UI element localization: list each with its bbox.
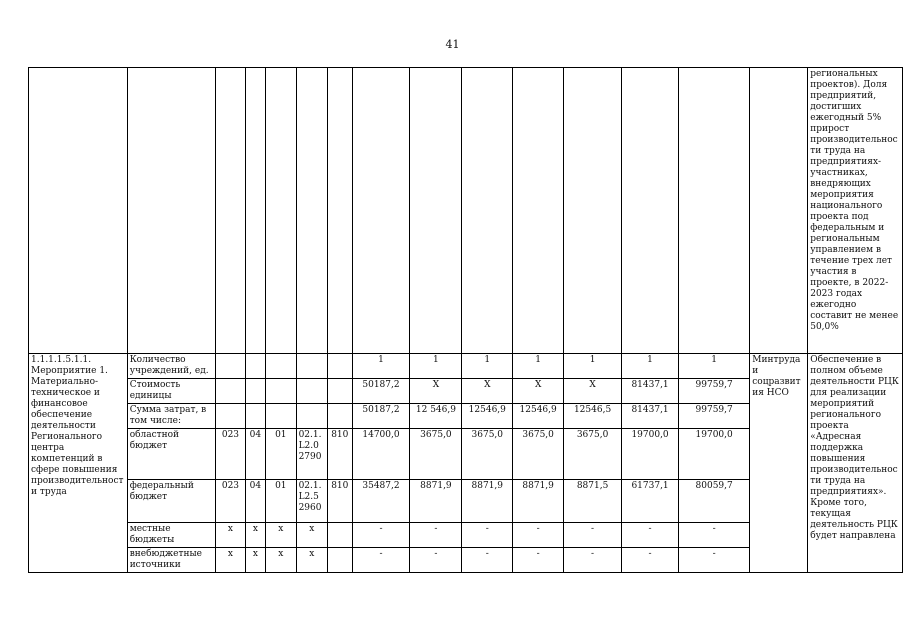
value-cell: 14700,0 — [352, 429, 410, 480]
value-cell: 8871,9 — [462, 480, 513, 523]
budget-table — [28, 67, 903, 573]
value-cell: 50187,2 — [352, 379, 410, 404]
csr-cell — [296, 379, 328, 404]
value-cell: 99759,7 — [679, 404, 750, 429]
vr-cell — [328, 354, 352, 379]
value-cell: 3675,0 — [564, 429, 622, 480]
value-cell: Х — [462, 379, 513, 404]
value-cell: - — [513, 548, 564, 573]
indicator-cell: федеральный бюджет — [127, 480, 216, 523]
value-cell: Х — [513, 379, 564, 404]
value-cell: - — [462, 548, 513, 573]
value-cell: - — [410, 523, 462, 548]
vr-cell: 810 — [328, 429, 352, 480]
grbs-cell: 023 — [216, 480, 246, 523]
grbs-cell: 023 — [216, 429, 246, 480]
csr-cell: х — [296, 523, 328, 548]
value-cell: 1 — [564, 354, 622, 379]
value-cell: 1 — [462, 354, 513, 379]
value-cell: 80059,7 — [679, 480, 750, 523]
value-cell: - — [564, 523, 622, 548]
pr-cell — [266, 354, 297, 379]
table-row — [29, 354, 903, 379]
value-cell: - — [352, 548, 410, 573]
value-cell: Х — [564, 379, 622, 404]
value-cell: 81437,1 — [622, 404, 679, 429]
value-cell: 1 — [410, 354, 462, 379]
value-cell: 12546,9 — [462, 404, 513, 429]
indicator-cell: Стоимость единицы — [127, 379, 216, 404]
grbs-cell — [216, 404, 246, 429]
indicator-cell: местные бюджеты — [127, 523, 216, 548]
value-cell: 1 — [352, 354, 410, 379]
grbs-cell: х — [216, 523, 246, 548]
pr-cell: х — [266, 523, 297, 548]
value-cell: 8871,9 — [513, 480, 564, 523]
value-cell: 1 — [513, 354, 564, 379]
rz-cell: х — [245, 548, 265, 573]
value-cell: 3675,0 — [410, 429, 462, 480]
value-cell: 8871,9 — [410, 480, 462, 523]
rz-cell — [245, 354, 265, 379]
value-cell: 12546,5 — [564, 404, 622, 429]
value-cell: 99759,7 — [679, 379, 750, 404]
grbs-cell: х — [216, 548, 246, 573]
vr-cell — [328, 548, 352, 573]
grbs-cell — [216, 379, 246, 404]
value-cell: 3675,0 — [462, 429, 513, 480]
table-row-continuation — [29, 68, 903, 354]
value-cell: 19700,0 — [679, 429, 750, 480]
rz-cell: 04 — [245, 480, 265, 523]
value-cell: - — [679, 548, 750, 573]
value-cell: 50187,2 — [352, 404, 410, 429]
indicator-cell: Количество учреждений, ед. — [127, 354, 216, 379]
value-cell: 35487,2 — [352, 480, 410, 523]
value-cell: 3675,0 — [513, 429, 564, 480]
value-cell: - — [462, 523, 513, 548]
value-cell: - — [352, 523, 410, 548]
pr-cell — [266, 404, 297, 429]
page-number: 41 — [445, 38, 460, 51]
result-cell-continued: региональных проектов). Доля предприятий, достигших ежегодный 5% прирост производительности труда на предприятиях-участниках, внедряющих мероприятия национального проекта под федеральным и региональным управлением в течение трех лет участия в проекте, в 2022-2023 годах ежегодно составит не менее 50,0% — [808, 68, 903, 354]
csr-cell: х — [296, 548, 328, 573]
vr-cell — [328, 523, 352, 548]
result-cell: Обеспечение в полном объеме деятельности РЦК для реализации мероприятий регионального проекта «Адресная поддержка повышения производительности труда на предприятиях». Кроме того, текущая деятельность РЦК будет направлена — [808, 354, 903, 573]
value-cell: 8871,5 — [564, 480, 622, 523]
vr-cell — [328, 379, 352, 404]
indicator-cell: Сумма затрат, в том числе: — [127, 404, 216, 429]
value-cell: Х — [410, 379, 462, 404]
csr-cell — [296, 354, 328, 379]
value-cell: 1 — [679, 354, 750, 379]
rz-cell — [245, 379, 265, 404]
value-cell: - — [410, 548, 462, 573]
value-cell: 12 546,9 — [410, 404, 462, 429]
indicator-cell: областной бюджет — [127, 429, 216, 480]
pr-cell: х — [266, 548, 297, 573]
csr-cell — [296, 404, 328, 429]
vr-cell: 810 — [328, 480, 352, 523]
value-cell: - — [622, 548, 679, 573]
indicator-cell: внебюджетные источники — [127, 548, 216, 573]
rz-cell: 04 — [245, 429, 265, 480]
value-cell: 12546,9 — [513, 404, 564, 429]
csr-cell: 02.1. L2.0 2790 — [296, 429, 328, 480]
pr-cell: 01 — [266, 480, 297, 523]
executor-cell: Минтруда и соцразвития НСО — [750, 354, 808, 573]
value-cell: - — [622, 523, 679, 548]
value-cell: - — [513, 523, 564, 548]
value-cell: - — [679, 523, 750, 548]
activity-name-cell: 1.1.1.1.5.1.1. Мероприятие 1. Материально-техническое и финансовое обеспечение деятельности Регионального центра компетенций в сфере повышения производительности труда — [29, 354, 128, 573]
value-cell: 1 — [622, 354, 679, 379]
csr-cell: 02.1. L2.5 2960 — [296, 480, 328, 523]
rz-cell: х — [245, 523, 265, 548]
value-cell: 81437,1 — [622, 379, 679, 404]
value-cell: - — [564, 548, 622, 573]
pr-cell — [266, 379, 297, 404]
value-cell: 61737,1 — [622, 480, 679, 523]
pr-cell: 01 — [266, 429, 297, 480]
grbs-cell — [216, 354, 246, 379]
value-cell: 19700,0 — [622, 429, 679, 480]
vr-cell — [328, 404, 352, 429]
rz-cell — [245, 404, 265, 429]
